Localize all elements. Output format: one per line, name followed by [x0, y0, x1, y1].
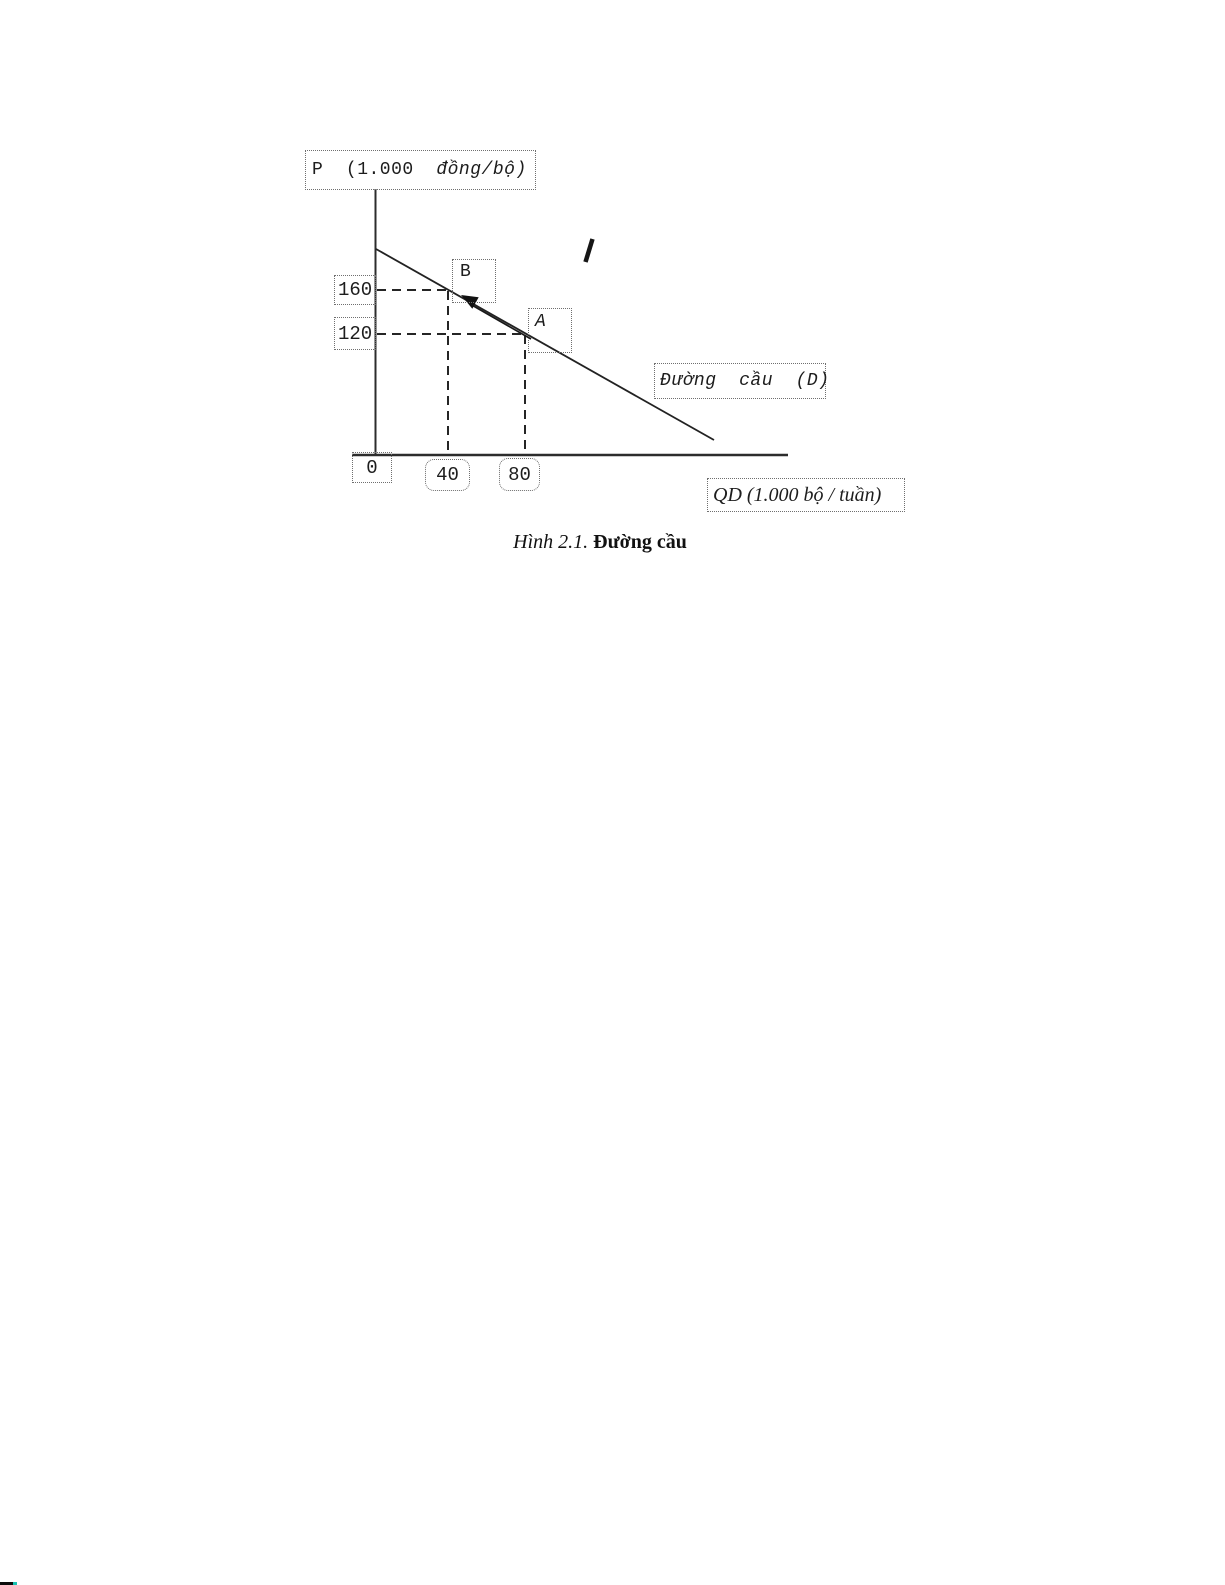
x-tick-80-value: 80 [508, 463, 531, 486]
y-tick-120 [334, 317, 376, 350]
x-tick-40-value: 40 [436, 464, 459, 486]
x-tick-40 [425, 459, 470, 491]
caption-figure-title: Đường cầu [593, 531, 687, 553]
x-axis-label-text: QD (1.000 bộ / tuần) [713, 483, 882, 506]
y-axis-label-prefix: P (1.000 [312, 160, 437, 180]
point-a-letter: A [535, 312, 547, 332]
y-tick-160-value: 160 [338, 279, 373, 301]
stray-pen-mark [586, 239, 593, 262]
point-a-label [528, 308, 572, 353]
demand-curve-label [654, 363, 830, 399]
demand-curve-label-text: Đường cầu (D) [660, 371, 830, 391]
y-tick-160 [334, 275, 376, 305]
y-axis-label [305, 150, 536, 190]
origin-value: 0 [366, 456, 378, 479]
point-b-letter: B [460, 262, 472, 282]
x-axis-label [707, 478, 905, 512]
caption-figure-number: Hình 2.1. [513, 531, 594, 553]
y-axis-label-unit: đồng/bộ) [436, 160, 527, 180]
origin-label [352, 452, 392, 483]
point-b-label [452, 259, 496, 303]
figure-caption [440, 508, 740, 577]
y-tick-120-value: 120 [338, 322, 373, 345]
x-tick-80 [499, 458, 540, 491]
